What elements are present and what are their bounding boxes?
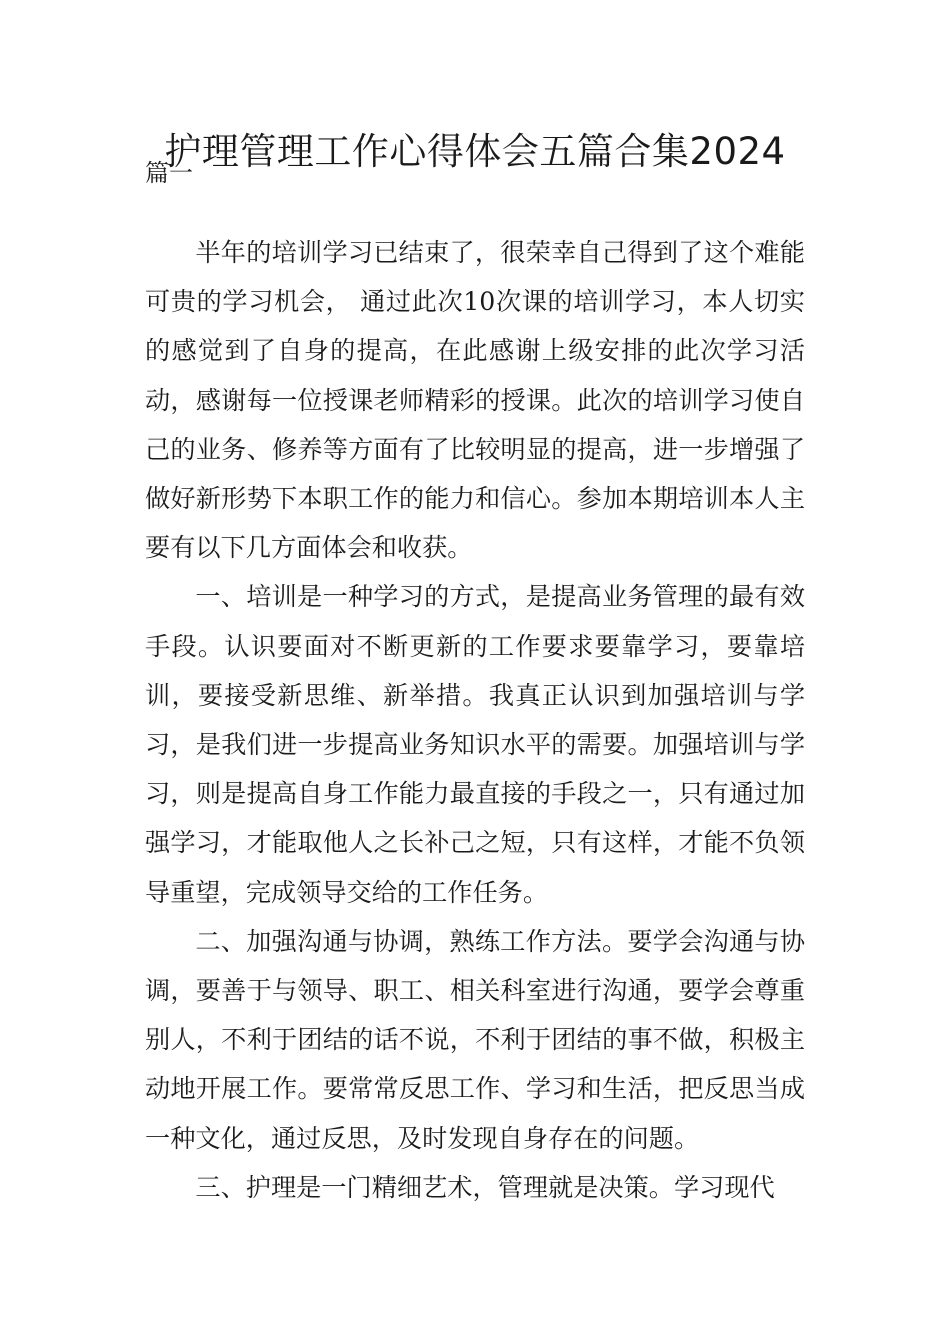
section-label: 篇一 — [145, 159, 193, 187]
document-title: 护理管理工作心得体会五篇合集2024 — [164, 130, 786, 173]
paragraph: 二、加强沟通与协调，熟练工作方法。要学会沟通与协调，要善于与领导、职工、相关科室进行沟通，要学会尊重别人，不利于团结的话不说，不利于团结的事不做，积极主动地开展工作。要常常反思工作、学习和生活，把反思当成一种文化，通过反思，及时发现自身存在的问题。 — [145, 926, 805, 1153]
paragraph: 半年的培训学习已结束了，很荣幸自己得到了这个难能可贵的学习机会， 通过此次10次课的培训学习，本人切实的感觉到了自身的提高，在此感谢上级安排的此次学习活动，感谢每一位授课老师精彩的授课。此次的培训学习使自己的业务、修养等方面有了比较明显的提高，进一步增强了做好新形势下本职工作的能力和信心。参加本期培训本人主要有以下几方面体会和收获。 — [145, 238, 805, 563]
document-body — [145, 228, 805, 1212]
paragraph: 一、培训是一种学习的方式，是提高业务管理的最有效手段。认识要面对不断更新的工作要求要靠学习，要靠培训，要接受新思维、新举措。我真正认识到加强培训与学习，是我们进一步提高业务知识水平的需要。加强培训与学习，则是提高自身工作能力最直接的手段之一，只有通过加强学习，才能取他人之长补己之短，只有这样，才能不负领导重望，完成领导交给的工作任务。 — [145, 582, 805, 907]
paragraph: 三、护理是一门精细艺术，管理就是决策。学习现代 — [195, 1172, 775, 1202]
